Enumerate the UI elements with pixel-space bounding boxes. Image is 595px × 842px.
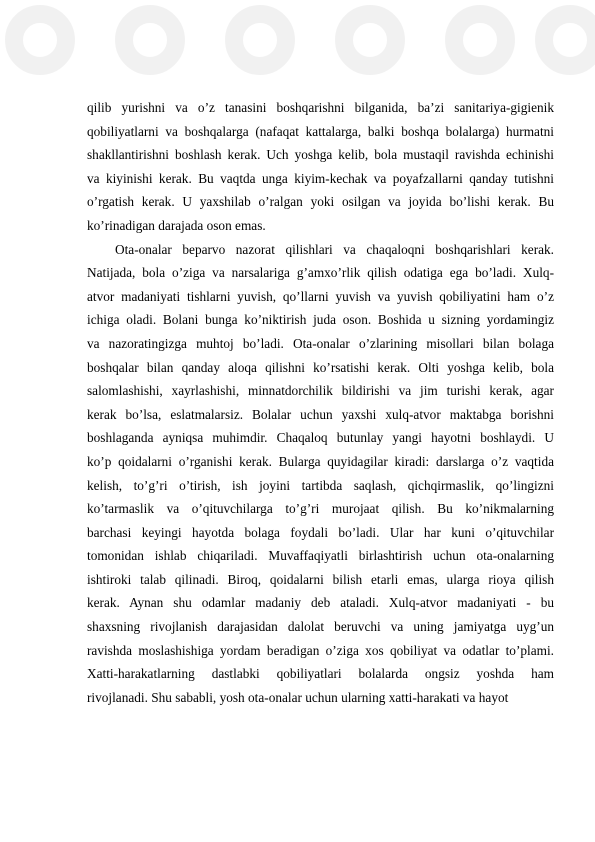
text-line: boshqalar bilan qanday aloqa qilishni ko’rsatishi kerak. Olti yoshga kelib, bola bbox=[87, 359, 554, 375]
text-line: barchasi keyingi hayotda bolaga foydali bo’ladi. Ular har kuni o’qituvchilar bbox=[87, 524, 554, 540]
text-line: qobiliyatlarni va boshqalarga (nafaqat kattalarga, balki boshqa bolalarga) hurmatni bbox=[87, 123, 554, 139]
text-line: kelish, to’g’ri o’tirish, ish joyini tartibda saqlash, qichqirmaslik, qo’lingizni bbox=[87, 477, 554, 493]
text-line: boshlaganda ayniqsa muhimdir. Chaqaloq butunlay yangi hayotni boshlaydi. U bbox=[87, 430, 554, 446]
text-line: tomonidan ishlab chiqariladi. Muvaffaqiyatli birlashtirish uchun ota-onalarning bbox=[87, 548, 554, 564]
text-line: salomlashishi, xayrlashishi, minnatdorchilik bildirishi va jim turishi kerak, agar bbox=[87, 383, 554, 399]
body-text bbox=[87, 96, 554, 709]
text-line: ko’p qoidalarni o’rganishi kerak. Bularga quyidagilar kiradi: darslarga o’z vaqtida bbox=[87, 453, 554, 469]
text-line: ko’tarmaslik va o’qituvchilarga to’g’ri murojaat qilish. Bu ko’nikmalarning bbox=[87, 501, 554, 517]
text-line: ravishda moslashishiga yordam beradigan o’ziga xos qobiliyat va odatlar to’plami. bbox=[87, 642, 554, 658]
text-line: Ota-onalar beparvo nazorat qilishlari va chaqaloqni boshqarishlari kerak. bbox=[115, 241, 554, 257]
text-line: Xatti-harakatlarning dastlabki qobiliyatlari bolalarda ongsiz yoshda ham bbox=[87, 666, 554, 682]
text-line: ishtiroki talab qilinadi. Biroq, qoidalarni bilish etarli emas, ularga rioya qilish bbox=[87, 571, 554, 587]
text-line: kerak bo’lsa, eslatmalarsiz. Bolalar uchun yaxshi xulq-atvor maktabga borishni bbox=[87, 406, 554, 422]
text-line: shakllantirishni boshlash kerak. Uch yoshga kelib, bola mustaqil ravishda echinishi bbox=[87, 147, 554, 163]
text-line: ko’rinadigan darajada oson emas. bbox=[87, 217, 266, 233]
paragraph bbox=[87, 96, 554, 238]
text-line: Natijada, bola o’ziga va narsalariga g’amxo’rlik qilish odatiga ega bo’ladi. Xulq- bbox=[87, 265, 554, 281]
text-line: kerak. Aynan shu odamlar madaniy deb ataladi. Xulq-atvor madaniyati - bu bbox=[87, 595, 554, 611]
text-line: va nazoratingizga muhtoj bo’ladi. Ota-onalar o’zlarining misollari bilan bolaga bbox=[87, 335, 554, 351]
paragraph bbox=[87, 238, 554, 710]
text-line: va kiyinishi kerak. Bu vaqtda unga kiyim-kechak va poyafzallarni qanday tutishni bbox=[87, 170, 554, 186]
text-line: o’rgatish kerak. U yaxshilab o’ralgan yoki osilgan va joyida bo’lishi kerak. Bu bbox=[87, 194, 554, 210]
text-line: shaxsning rivojlanish darajasidan dalolat beruvchi va uning jamiyatga uyg’un bbox=[87, 619, 554, 635]
text-line: ichiga oladi. Bolani bunga ko’niktirish juda oson. Boshida u sizning yordamingiz bbox=[87, 312, 554, 328]
text-line: atvor madaniyati tishlarni yuvish, qo’llarni yuvish va yuvish qobiliyatini ham o’z bbox=[87, 288, 554, 304]
text-line: qilib yurishni va o’z tanasini boshqarishni bilganida, ba’zi sanitariya-gigienik bbox=[87, 100, 554, 115]
text-line: rivojlanadi. Shu sababli, yosh ota-onalar uchun ularning xatti-harakati va hayot bbox=[87, 689, 509, 705]
